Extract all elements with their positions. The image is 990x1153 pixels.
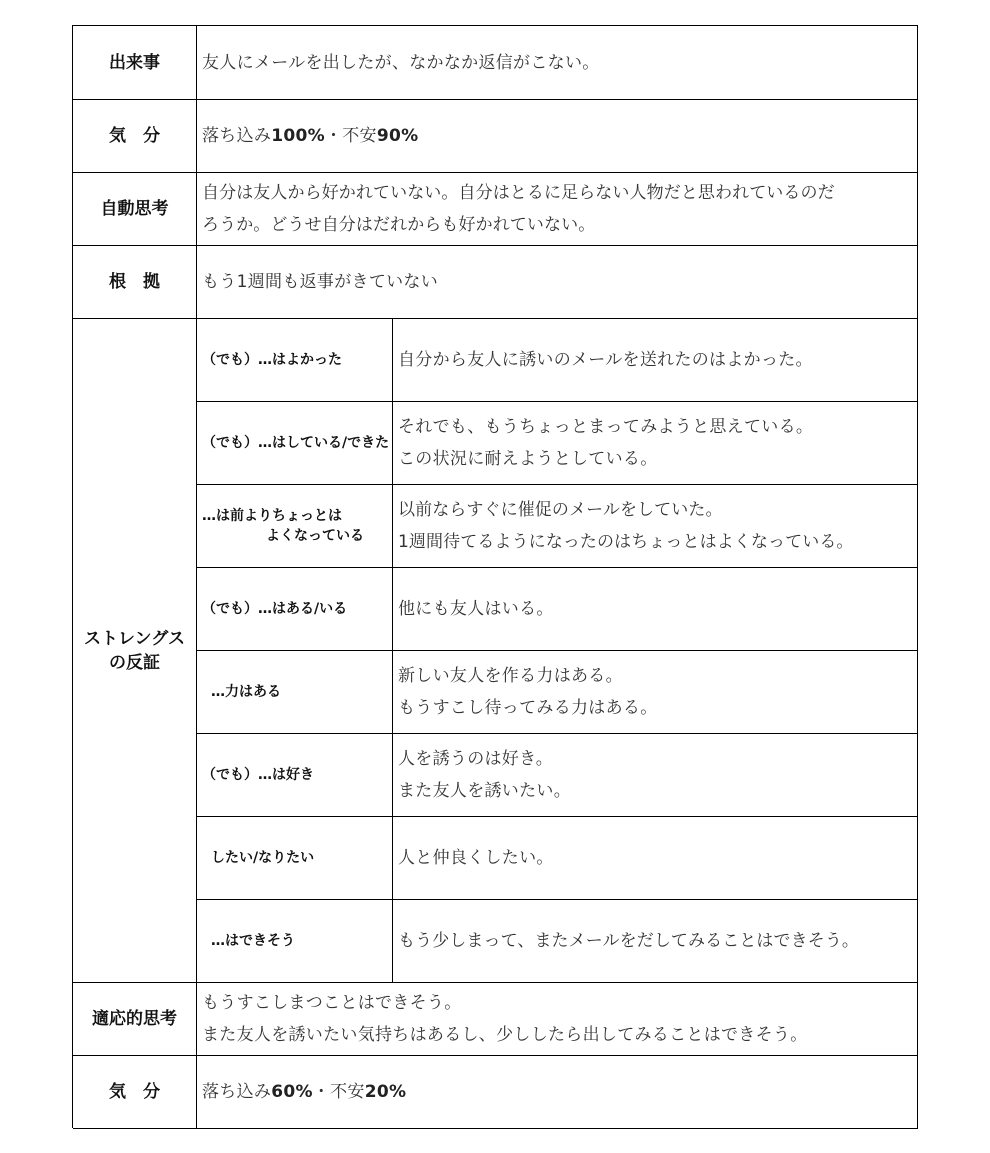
- strength-prompt-5: [197, 651, 393, 734]
- strength-prompt-4: [197, 568, 393, 651]
- strength-answer-6: [393, 734, 918, 817]
- strengths-label-line-1: ストレングス: [83, 628, 186, 649]
- strength-answer-8-line-1: もう少しまって、またメールをだしてみることはできそう。: [398, 931, 860, 951]
- strength-prompt-5-text: …力はある: [211, 684, 281, 700]
- strength-answer-8: [393, 900, 918, 983]
- strength-prompt-7: [197, 817, 393, 900]
- strength-prompt-6: [197, 734, 393, 817]
- adaptive-thought-label: [73, 983, 197, 1056]
- mood-before-anxiety-label: 不安: [342, 126, 377, 146]
- evidence-label-text: 根 拠: [109, 272, 160, 292]
- strengths-label: [73, 319, 197, 983]
- strength-answer-5-line-1: 新しい友人を作る力はある。: [398, 666, 623, 686]
- mood-after-anxiety-label: 不安: [330, 1082, 365, 1102]
- strength-prompt-3-line-2: よくなっている: [266, 528, 364, 544]
- auto-thought-line-1: 自分は友人から好かれていない。自分はとるに足らない人物だと思われているのだ: [202, 183, 835, 203]
- evidence-text: もう1週間も返事がきていない: [202, 272, 439, 292]
- mood-after-text: [202, 1076, 406, 1108]
- strength-prompt-1-text: （でも）…はよかった: [202, 352, 342, 368]
- strength-prompt-8-text: …はできそう: [211, 933, 295, 949]
- adaptive-thought-label-text: 適応的思考: [92, 1009, 177, 1029]
- strengths-label-line-2: の反証: [108, 652, 160, 673]
- strength-prompt-2: [197, 402, 393, 485]
- mood-before-separator: ・: [324, 126, 343, 146]
- event-text: 友人にメールを出したが、なかなか返信がこない。: [202, 52, 600, 73]
- strength-answer-7: [393, 817, 918, 900]
- event-label: [73, 26, 197, 100]
- cognitive-record-table: [72, 25, 918, 1128]
- auto-thought-line-2: ろうか。どうせ自分はだれからも好かれていない。: [202, 215, 596, 235]
- auto-thought-label: [73, 173, 197, 246]
- strength-prompt-4-text: （でも）…はある/いる: [202, 601, 348, 617]
- evidence-content: [197, 246, 918, 319]
- strength-prompt-8: [197, 900, 393, 983]
- auto-thought-content: [197, 173, 918, 246]
- strength-prompt-3-line-1: …は前よりちょっとは: [202, 508, 342, 524]
- strength-answer-5: [393, 651, 918, 734]
- auto-thought-label-text: 自動思考: [100, 199, 169, 219]
- strength-answer-3-line-2: 1週間待てるようになったのはちょっとはよくなっている。: [398, 532, 854, 552]
- mood-before-depression-label: 落ち込み: [202, 126, 272, 146]
- mood-before-label: [73, 100, 197, 173]
- mood-before-label-text: 気 分: [109, 126, 160, 146]
- strength-prompt-6-text: （でも）…は好き: [202, 767, 314, 783]
- strength-answer-4: [393, 568, 918, 651]
- strength-answer-1-line-1: 自分から友人に誘いのメールを送れたのはよかった。: [398, 350, 813, 370]
- mood-after-depression-label: 落ち込み: [202, 1082, 272, 1102]
- mood-after-content: [197, 1056, 918, 1129]
- mood-after-label-text: 気 分: [109, 1082, 160, 1102]
- mood-after-label: [73, 1056, 197, 1129]
- adaptive-thought-line-1: もうすこしまつことはできそう。: [202, 993, 462, 1013]
- mood-before-content: [197, 100, 918, 173]
- strength-answer-3-line-1: 以前ならすぐに催促のメールをしていた。: [398, 500, 723, 520]
- strength-prompt-3: [197, 485, 393, 568]
- strength-answer-7-line-1: 人と仲良くしたい。: [398, 848, 554, 868]
- strength-prompt-7-text: したい/なりたい: [211, 850, 315, 866]
- strength-answer-6-line-1: 人を誘うのは好き。: [398, 749, 554, 769]
- strength-answer-1: [393, 319, 918, 402]
- event-label-text: 出来事: [109, 52, 160, 73]
- strength-answer-2: [393, 402, 918, 485]
- strength-answer-6-line-2: また友人を誘いたい。: [398, 781, 571, 801]
- mood-before-anxiety-value: 90%: [376, 126, 419, 146]
- mood-after-anxiety-value: 20%: [364, 1082, 407, 1102]
- mood-after-separator: ・: [312, 1082, 331, 1102]
- strength-prompt-1: [197, 319, 393, 402]
- mood-after-depression-value: 60%: [271, 1082, 313, 1102]
- adaptive-thought-line-2: また友人を誘いたい気持ちはあるし、少ししたら出してみることはできそう。: [202, 1025, 808, 1045]
- strength-answer-5-line-2: もうすこし待ってみる力はある。: [398, 698, 658, 718]
- strength-answer-3: [393, 485, 918, 568]
- mood-before-depression-value: 100%: [271, 126, 325, 146]
- evidence-label: [73, 246, 197, 319]
- strength-answer-2-line-2: この状況に耐えようとしている。: [398, 449, 658, 469]
- event-content: [197, 26, 918, 100]
- strength-answer-2-line-1: それでも、もうちょっとまってみようと思えている。: [398, 417, 814, 437]
- strength-answer-4-line-1: 他にも友人はいる。: [398, 599, 554, 619]
- strength-prompt-2-text: （でも）…はしている/できた: [202, 435, 390, 451]
- mood-before-text: [202, 120, 418, 152]
- adaptive-thought-content: [197, 983, 918, 1056]
